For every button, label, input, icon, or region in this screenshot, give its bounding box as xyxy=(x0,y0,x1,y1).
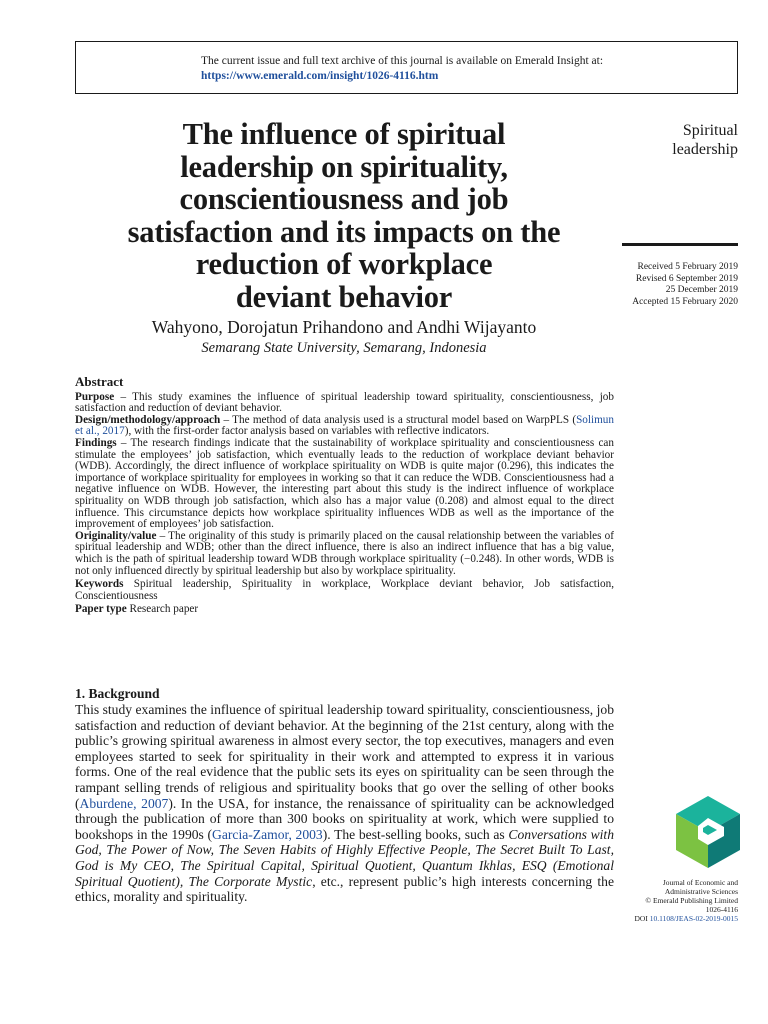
running-title xyxy=(600,121,738,159)
author-list: Wahyono, Dorojatun Prihandono and Andhi Wijayanto xyxy=(151,317,537,337)
date-received: Received 5 February 2019 xyxy=(637,262,738,272)
article-dates xyxy=(600,262,738,308)
abstract-design xyxy=(75,415,614,438)
emerald-cube-logo-icon xyxy=(676,796,740,868)
journal-info xyxy=(600,878,738,923)
title-line: The influence of spiritual xyxy=(182,117,506,151)
journal-info-line: Journal of Economic and xyxy=(662,878,738,887)
book-titles: Conversations with God, The Power of Now, The Seven Habits of Highly Effective People, The Secret Built To Last, God is My CEO, The Spiritual Capital, Spiritual Quotient, Quantum Ikhlas, ESQ (Emotional Spiritual Quotient), The Corporate Mystic xyxy=(75,826,615,889)
journal-info-line: © Emerald Publishing Limited xyxy=(645,896,738,905)
doi-label: DOI xyxy=(634,914,650,923)
running-title-line: Spiritual xyxy=(682,122,738,139)
doi-link[interactable]: 10.1108/JEAS-02-2019-0015 xyxy=(649,914,738,923)
date-revised: Revised 6 September 2019 xyxy=(635,273,738,284)
abstract-purpose xyxy=(75,392,614,415)
date-revised-2: 25 December 2019 xyxy=(665,285,738,295)
design-text: ), with the first-order factor analysis based on variables with reflective indicators. xyxy=(124,425,490,438)
banner-text xyxy=(201,54,603,84)
purpose-text: – This study examines the influence of spiritual leadership toward spirituality, conscientiousness, job satisfaction and reduction of deviant behavior. xyxy=(75,390,614,415)
article-title xyxy=(70,118,618,313)
journal-archive-link[interactable]: https://www.emerald.com/insight/1026-4116.htm xyxy=(201,70,439,82)
running-title-line: leadership xyxy=(672,141,738,158)
section-heading: 1. Background xyxy=(75,686,160,701)
keywords-text: Spiritual leadership, Spirituality in workplace, Workplace deviant behavior, Job satisfaction, Conscientiousness xyxy=(75,578,614,602)
body-text: ). The best-selling books, such as xyxy=(322,826,509,842)
papertype-label: Paper type xyxy=(75,603,127,616)
title-line: satisfaction and its impacts on the xyxy=(127,214,561,249)
keywords-label: Keywords xyxy=(75,578,124,591)
journal-banner xyxy=(75,41,738,94)
citation-link[interactable]: Garcia-Zamor, 2003 xyxy=(212,826,323,842)
abstract-heading: Abstract xyxy=(75,374,124,389)
date-accepted: Accepted 15 February 2020 xyxy=(632,296,738,307)
body-text: This study examines the influence of spiritual leadership toward spirituality, conscientiousness, job satisfaction and reduction of deviant behavior. At the beginning of the 21st century, along with the public’s growing spiritual awareness in almost every sector, the top executives, managers and even employees started to seek for spirituality in their work and attempted to express it in various forms. One of the real evidence that the public sets its eyes on spirituality can be seen through the rampant selling trends of religious and spirituality books that go over the selling of other books ( xyxy=(75,702,614,811)
banner-line: The current issue and full text archive of this journal is available on Emerald Insight at: xyxy=(201,55,604,67)
title-line: leadership on spirituality, xyxy=(180,149,508,184)
papertype-text: Research paper xyxy=(126,603,199,616)
findings-label: Findings xyxy=(75,436,117,449)
design-label: Design/methodology/approach xyxy=(75,413,221,426)
citation-link[interactable]: Solimun et al., 2017 xyxy=(75,413,614,438)
citation-link[interactable]: Aburdene, 2007 xyxy=(79,795,169,811)
originality-label: Originality/value xyxy=(75,529,157,542)
design-text: – The method of data analysis used is a structural model based on WarpPLS ( xyxy=(220,413,577,426)
title-line: deviant behavior xyxy=(235,279,453,314)
body-text: ). In the USA, for instance, the renaissance of spirituality can be acknowledged through the publication of more than 300 books on spirituality at work, which were supplied to bookshops in the 1990s ( xyxy=(75,795,614,842)
abstract-findings xyxy=(75,438,614,531)
sidebar-divider xyxy=(622,243,738,246)
purpose-label: Purpose xyxy=(75,390,115,403)
title-line: reduction of workplace xyxy=(195,247,493,281)
doi-line xyxy=(600,914,738,923)
abstract-originality xyxy=(75,531,614,577)
abstract-keywords xyxy=(75,579,614,602)
title-line: conscientiousness and job xyxy=(179,182,509,216)
body-text: , etc., represent public’s high interests concerning the ethics, morality and spirituality. xyxy=(75,873,614,905)
journal-info-line: 1026-4116 xyxy=(705,905,738,914)
journal-info-line: Administrative Sciences xyxy=(664,887,738,896)
abstract xyxy=(75,376,614,616)
affiliation: Semarang State University, Semarang, Indonesia xyxy=(201,340,487,356)
findings-text: – The research findings indicate that the sustainability of workplace spirituality and conscientiousness can stimulate the employees’ job satisfaction, which eventually leads to the reduction of workplace deviant behavior (WDB). Accordingly, the direct influence of workplace spirituality on WDB is quite major (0.296), this indicates the importance of workplace spirituality for employees in working so that it can reduce the WDB. Conscientiousness had a negative influence on WDB. However, the interesting part about this study is the indirect influence of workplace spirituality on WDB through job satisfaction, which also has a major value (0.208) and almost equal to the direct influence. This circumstance depicts how workplace spirituality influences WDB as well as the importance of the improvement of employees’ job satisfaction. xyxy=(75,436,614,531)
section-body xyxy=(75,702,614,905)
originality-text: – The originality of this study is primarily placed on the causal relationship between the variables of spiritual leadership and WDB; other than the direct influence, there is also an indirect influence that has a big value, which is the path of spiritual leadership toward WDB through workplace spirituality (−0.248). In other words, WDB is not only influenced directly by spiritual leadership but also by workplace spirituality. xyxy=(75,529,614,577)
abstract-paper-type xyxy=(75,604,614,616)
